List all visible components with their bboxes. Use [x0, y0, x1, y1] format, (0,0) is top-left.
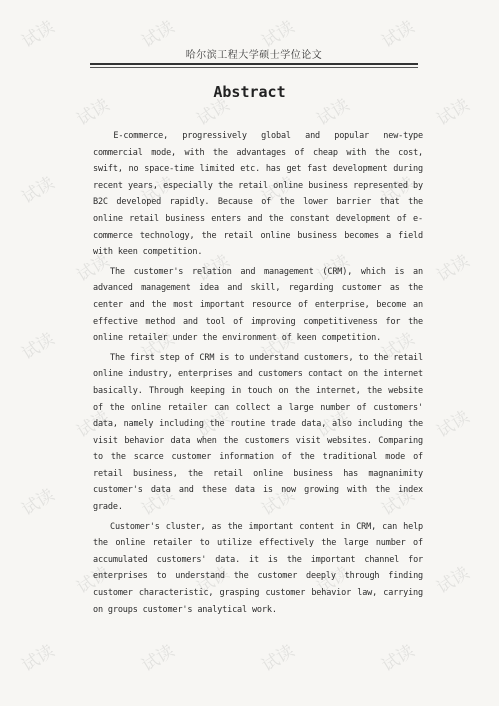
watermark-stamp: 试读 — [138, 173, 179, 209]
watermark-stamp: 试读 — [378, 329, 419, 365]
watermark-stamp: 试读 — [18, 173, 59, 209]
watermark-stamp: 试读 — [378, 173, 419, 209]
watermark-stamp: 试读 — [193, 251, 234, 287]
watermark-stamp: 试读 — [433, 95, 474, 131]
watermark-stamp: 试读 — [378, 485, 419, 521]
abstract-title: Abstract — [213, 83, 286, 101]
watermark-stamp: 试读 — [258, 641, 299, 677]
watermark-stamp: 试读 — [193, 95, 234, 131]
watermark-stamp: 试读 — [433, 251, 474, 287]
abstract-body — [93, 128, 423, 621]
abstract-paragraph-1: E-commerce, progressively global and popular new-type commercial mode, with the advantages of cheap with the cost, swift, no space-time limited etc. has get fast development during recent years, especially the retail online business represented by B2C developed rapidly. Because of the lower barrier that the online retail business enters and the constant development of e-commerce technology, the retail online business becomes a field with keen competition. — [93, 131, 423, 258]
watermark-stamp: 试读 — [433, 407, 474, 443]
header-rule-thin — [90, 67, 418, 68]
watermark-stamp: 试读 — [433, 563, 474, 599]
watermark-stamp: 试读 — [138, 17, 179, 53]
header-rule-thick — [90, 63, 418, 65]
watermark-stamp: 试读 — [73, 95, 114, 131]
watermark-stamp: 试读 — [73, 407, 114, 443]
watermark-stamp: 试读 — [378, 17, 419, 53]
running-header: 哈尔滨工程大学硕士学位论文 — [185, 50, 323, 61]
watermark-stamp: 试读 — [313, 95, 354, 131]
watermark-stamp: 试读 — [18, 485, 59, 521]
abstract-paragraph-4: Customer's cluster, as the important content in CRM, can help the online retailer to utilize effectively the large number of accumulated customers' data. it is the important channel for enterprises to understand the customer deeply through finding customer characteristic, grasping customer behavior law, carrying on groups customer's analytical work. — [93, 521, 423, 615]
watermark-stamp: 试读 — [313, 563, 354, 599]
abstract-paragraph-2: The customer's relation and management (CRM), which is an advanced management idea and skill, regarding customer as the center and the most important resource of enterprise, become an effective method and tool of improving competitiveness for the online retailer under the environment of keen competition. — [93, 266, 423, 344]
watermark-stamp: 试读 — [313, 251, 354, 287]
watermark-stamp: 试读 — [138, 641, 179, 677]
watermark-stamp: 试读 — [258, 329, 299, 365]
watermark-stamp: 试读 — [138, 485, 179, 521]
abstract-paragraph-3: The first step of CRM is to understand customers, to the retail online industry, enterprises and customers contact on the internet basically. Through keeping in touch on the internet, the website of the online retailer can collect a large number of customers' data, namely including the routine trade data, also including the visit behavior data when the customers visit websites. Comparing to the scarce customer information of the traditional mode of retail business, the retail online business has magnanimity customer's data and these data is now growing with the index grade. — [93, 352, 423, 513]
watermark-stamp: 试读 — [73, 251, 114, 287]
watermark-stamp: 试读 — [138, 329, 179, 365]
watermark-stamp: 试读 — [258, 17, 299, 53]
watermark-stamp: 试读 — [258, 485, 299, 521]
watermark-stamp: 试读 — [73, 563, 114, 599]
watermark-stamp: 试读 — [18, 641, 59, 677]
watermark-stamp: 试读 — [193, 563, 234, 599]
watermark-stamp: 试读 — [313, 407, 354, 443]
watermark-stamp: 试读 — [18, 17, 59, 53]
watermark-stamp: 试读 — [258, 173, 299, 209]
watermark-stamp: 试读 — [18, 329, 59, 365]
watermark-stamp: 试读 — [378, 641, 419, 677]
watermark-stamp: 试读 — [193, 407, 234, 443]
